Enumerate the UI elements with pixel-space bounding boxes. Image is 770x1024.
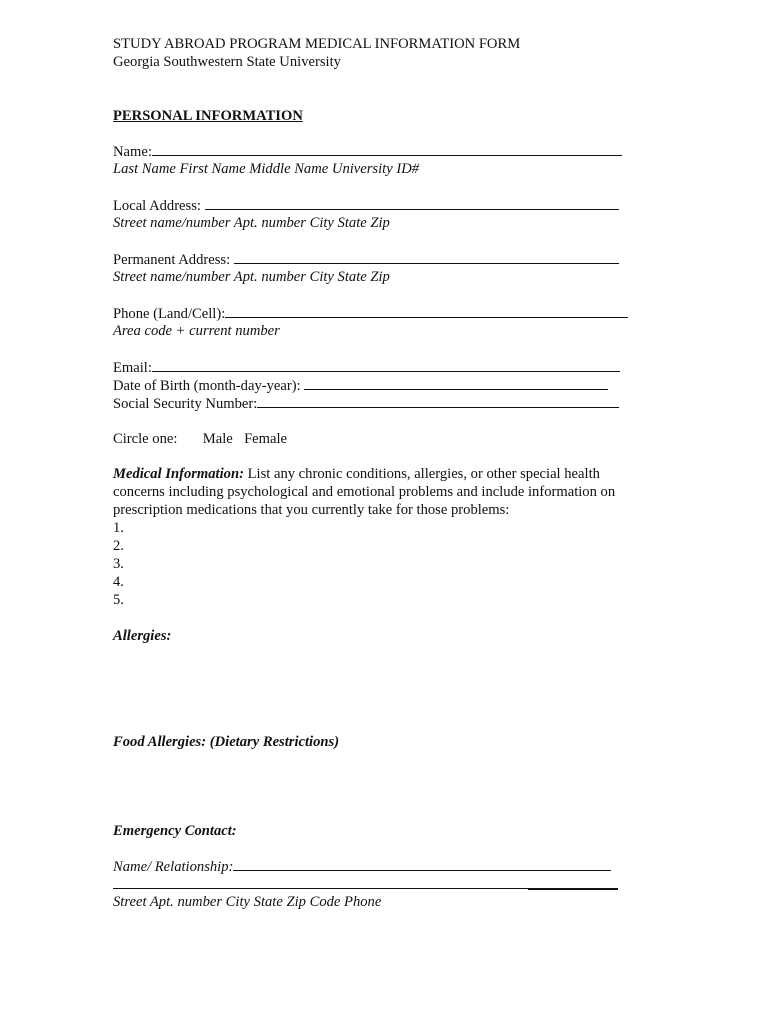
gender-row [113, 430, 653, 448]
medical-info-text: List any chronic conditions, allergies, or other special health concerns including psychological and emotional problems and include information on prescription medications that you currently take for those problems: [113, 466, 616, 518]
name-label: Name: [113, 144, 152, 160]
name-row [113, 142, 653, 160]
emergency-phone-field[interactable] [528, 876, 618, 890]
institution-name: Georgia Southwestern State University [113, 54, 341, 70]
phone-row [113, 304, 653, 322]
emergency-name-label: Name/ Relationship: [113, 859, 234, 875]
email-field[interactable] [152, 358, 620, 372]
permanent-address-field[interactable] [234, 250, 619, 264]
name-field[interactable] [152, 142, 622, 156]
ssn-field[interactable] [257, 394, 619, 408]
gender-female-option[interactable]: Female [244, 431, 288, 447]
allergies-label: Allergies: [113, 628, 172, 644]
email-row [113, 358, 653, 376]
name-hint: Last Name First Name Middle Name University ID# [113, 161, 420, 177]
local-address-hint: Street name/number Apt. number City State Zip [113, 215, 390, 231]
medical-item-3[interactable]: 3. [113, 556, 124, 572]
local-address-field[interactable] [205, 196, 619, 210]
allergies-area[interactable] [113, 645, 653, 733]
phone-hint: Area code + current number [113, 323, 280, 339]
email-label: Email: [113, 360, 152, 376]
permanent-address-hint: Street name/number Apt. number City State Zip [113, 269, 390, 285]
personal-info-heading: PERSONAL INFORMATION [113, 108, 303, 124]
food-allergies-label: Food Allergies: (Dietary Restrictions) [113, 734, 340, 750]
phone-label: Phone (Land/Cell): [113, 306, 226, 322]
dob-row [113, 376, 653, 394]
phone-field[interactable] [225, 304, 628, 318]
form-title: STUDY ABROAD PROGRAM MEDICAL INFORMATION FORM [113, 36, 521, 52]
local-address-row [113, 196, 653, 214]
ssn-label: Social Security Number: [113, 396, 258, 412]
permanent-address-row [113, 250, 653, 268]
medical-item-5[interactable]: 5. [113, 592, 124, 608]
medical-info-paragraph [113, 465, 643, 519]
ssn-row [113, 394, 653, 412]
emergency-name-row [113, 857, 653, 875]
dob-field[interactable] [304, 376, 608, 390]
food-allergies-area[interactable] [113, 751, 653, 822]
medical-item-2[interactable]: 2. [113, 538, 124, 554]
permanent-address-label: Permanent Address: [113, 252, 231, 268]
circle-one-label: Circle one: [113, 431, 178, 447]
local-address-label: Local Address: [113, 198, 201, 214]
gender-male-option[interactable]: Male [202, 431, 233, 447]
medical-item-1[interactable]: 1. [113, 520, 124, 536]
dob-label: Date of Birth (month-day-year): [113, 378, 301, 394]
emergency-contact-label: Emergency Contact: [113, 823, 237, 839]
medical-item-4[interactable]: 4. [113, 574, 124, 590]
form-page [113, 35, 653, 911]
emergency-name-field[interactable] [233, 857, 611, 871]
emergency-address-hint: Street Apt. number City State Zip Code Phone [113, 894, 382, 910]
medical-info-label: Medical Information: [113, 466, 244, 482]
